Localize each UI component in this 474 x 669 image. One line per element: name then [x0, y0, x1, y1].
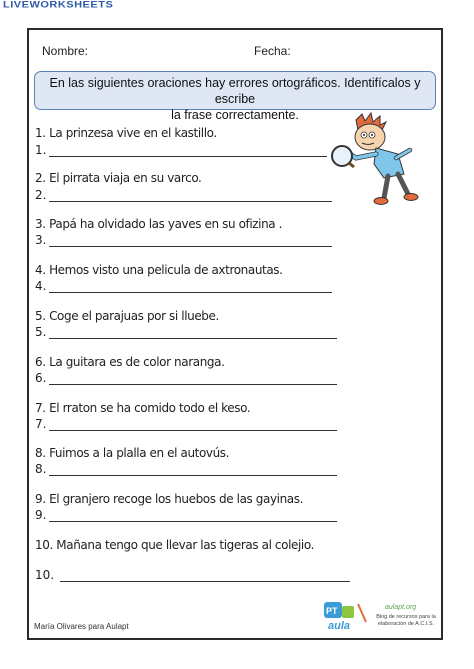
answer-line-2[interactable]: [49, 191, 332, 202]
answer-label-8: 8.: [35, 462, 47, 476]
answer-label-4: 4.: [35, 279, 47, 293]
answer-line-1[interactable]: [49, 146, 327, 157]
instruction-line-2: la frase correctamente.: [171, 108, 299, 122]
answer-label-3: 3.: [35, 233, 47, 247]
answer-label-6: 6.: [35, 371, 47, 385]
sentence-8: 8. Fuimos a la plalla en el autovús.: [35, 446, 230, 460]
author-credit: María Olivares para Aulapt: [34, 622, 129, 631]
detective-illustration: [318, 112, 440, 210]
aulapt-logo: [322, 600, 370, 632]
answer-line-6[interactable]: [49, 374, 337, 385]
sentence-5: 5. Coge el parajuas por si lluebe.: [35, 309, 219, 323]
answer-label-10: 10.: [35, 568, 55, 582]
answer-row-1: [35, 143, 327, 157]
answer-line-4[interactable]: [49, 282, 332, 293]
answer-row-2: [35, 188, 332, 202]
answer-line-10[interactable]: [60, 571, 350, 582]
answer-line-9[interactable]: [49, 511, 337, 522]
svg-text:PT: PT: [326, 606, 338, 616]
date-label: Fecha:: [254, 44, 291, 58]
answer-row-5: [35, 325, 337, 339]
answer-label-7: 7.: [35, 417, 47, 431]
instruction-line-1: En las siguientes oraciones hay errores ortográficos. Identifícalos y escribe: [49, 76, 421, 106]
sentence-2: 2. El pirrata viaja en su varco.: [35, 171, 202, 185]
answer-label-1: 1.: [35, 143, 47, 157]
answer-row-10: [35, 568, 350, 582]
sentence-3: 3. Papá ha olvidado las yaves en su ofizina .: [35, 217, 283, 231]
sentence-1: 1. La prinzesa vive en el kastillo.: [35, 126, 217, 140]
sentence-4: 4. Hemos visto una pelicula de axtronautas.: [35, 263, 283, 277]
answer-row-3: [35, 233, 332, 247]
answer-label-5: 5.: [35, 325, 47, 339]
answer-row-9: [35, 508, 337, 522]
aulapt-site: aulapt.org: [385, 604, 417, 611]
liveworksheets-logo: LIVEWORKSHEETS: [3, 0, 114, 11]
sentence-10: 10. Mañana tengo que llevar las tigeras al colejio.: [35, 538, 314, 552]
svg-text:aula: aula: [328, 620, 351, 632]
answer-label-9: 9.: [35, 508, 47, 522]
sentence-9: 9. El granjero recoge los huebos de las gayinas.: [35, 492, 304, 506]
name-label: Nombre:: [42, 44, 89, 58]
answer-line-8[interactable]: [49, 465, 337, 476]
sentence-7: 7. El rraton se ha comido todo el keso.: [35, 401, 251, 415]
sentence-6: 6. La guitara es de color naranga.: [35, 355, 225, 369]
answer-label-2: 2.: [35, 188, 47, 202]
answer-row-8: [35, 462, 337, 476]
answer-line-7[interactable]: [49, 420, 337, 431]
answer-line-3[interactable]: [49, 236, 332, 247]
answer-line-5[interactable]: [49, 328, 337, 339]
answer-row-4: [35, 279, 332, 293]
answer-row-6: [35, 371, 337, 385]
instruction-box: [34, 71, 436, 122]
aulapt-description: Blog de recursos para la elaboración de A.C.I.S.: [376, 614, 436, 627]
answer-row-7: [35, 417, 337, 431]
